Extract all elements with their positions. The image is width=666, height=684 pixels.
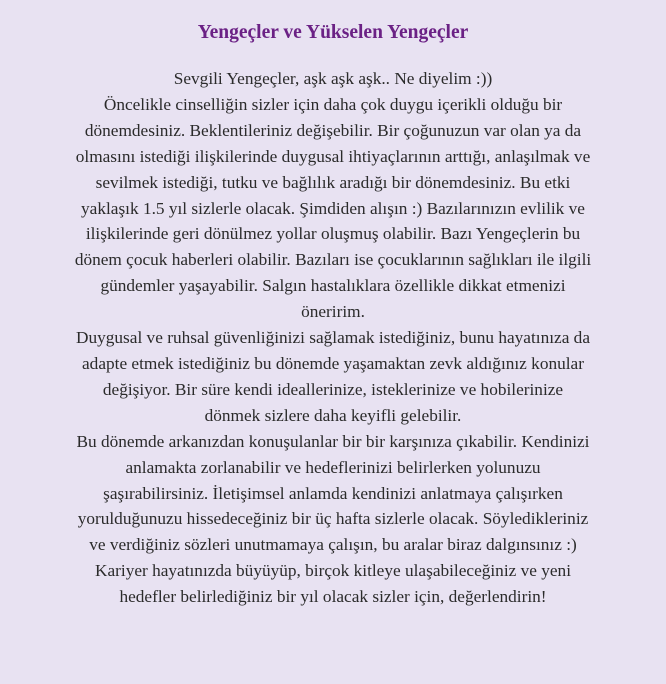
body-line: Duygusal ve ruhsal güvenliğinizi sağlamak istediğiniz, bunu hayatınıza da [76, 328, 590, 348]
body-line: hedefler belirlediğiniz bir yıl olacak sizler için, değerlendirin! [119, 587, 547, 607]
body-line: öneririm. [301, 302, 365, 322]
body-line: dönem çocuk haberleri olabilir. Bazıları ise çocuklarının sağlıkları ile ilgili [74, 250, 592, 270]
body-line: Kariyer hayatınızda büyüyüp, birçok kitleye ulaşabileceğiniz ve yeni [94, 561, 572, 581]
body-line: yaklaşık 1.5 yıl sizlerle olacak. Şimdiden alışın :) Bazılarınızın evlilik ve [81, 198, 585, 218]
body-line: anlamakta zorlanabilir ve hedeflerinizi belirlerken yolunuzu [125, 457, 541, 477]
body-line: ve verdiğiniz sözleri unutmamaya çalışın, bu aralar biraz dalgınsınız :) [89, 535, 577, 555]
body-line: olmasını istediği ilişkilerinde duygusal ihtiyaçlarının arttığı, anlaşılmak ve [75, 146, 591, 166]
body-line: adapte etmek istediğiniz bu dönemde yaşamaktan zevk aldığınız konular [82, 353, 584, 373]
body-line: dönmek sizlere daha keyifli gelebilir. [204, 405, 462, 425]
body-line: değişiyor. Bir süre kendi ideallerinize, isteklerinize ve hobilerinize [102, 379, 564, 399]
article-body [14, 66, 652, 610]
body-line: ilişkilerinde geri dönülmez yollar oluşmuş olabilir. Bazı Yengeçlerin bu [85, 224, 581, 244]
body-line: sevilmek istediği, tutku ve bağlılık aradığı bir dönemdesiniz. Bu etki [95, 172, 571, 192]
body-line: yorulduğunuzu hissedeceğiniz bir üç hafta sizlerle olacak. Söyledikleriniz [77, 509, 589, 529]
body-line: Bu dönemde arkanızdan konuşulanlar bir bir karşınıza çıkabilir. Kendinizi [76, 431, 590, 451]
body-line: gündemler yaşayabilir. Salgın hastalıklara özellikle dikkat etmenizi [100, 276, 566, 296]
body-line: Sevgili Yengeçler, aşk aşk aşk.. Ne diyelim :)) [173, 69, 493, 88]
body-line: şaşırabilirsiniz. İletişimsel anlamda kendinizi anlatmaya çalışırken [103, 483, 563, 503]
body-line: Öncelikle cinselliğin sizler için daha çok duygu içerikli olduğu bir [103, 94, 563, 114]
article-title: Yengeçler ve Yükselen Yengeçler [197, 22, 469, 43]
body-line: dönemdesiniz. Beklentileriniz değişebilir. Bir çoğunuzun var olan ya da [84, 120, 582, 140]
